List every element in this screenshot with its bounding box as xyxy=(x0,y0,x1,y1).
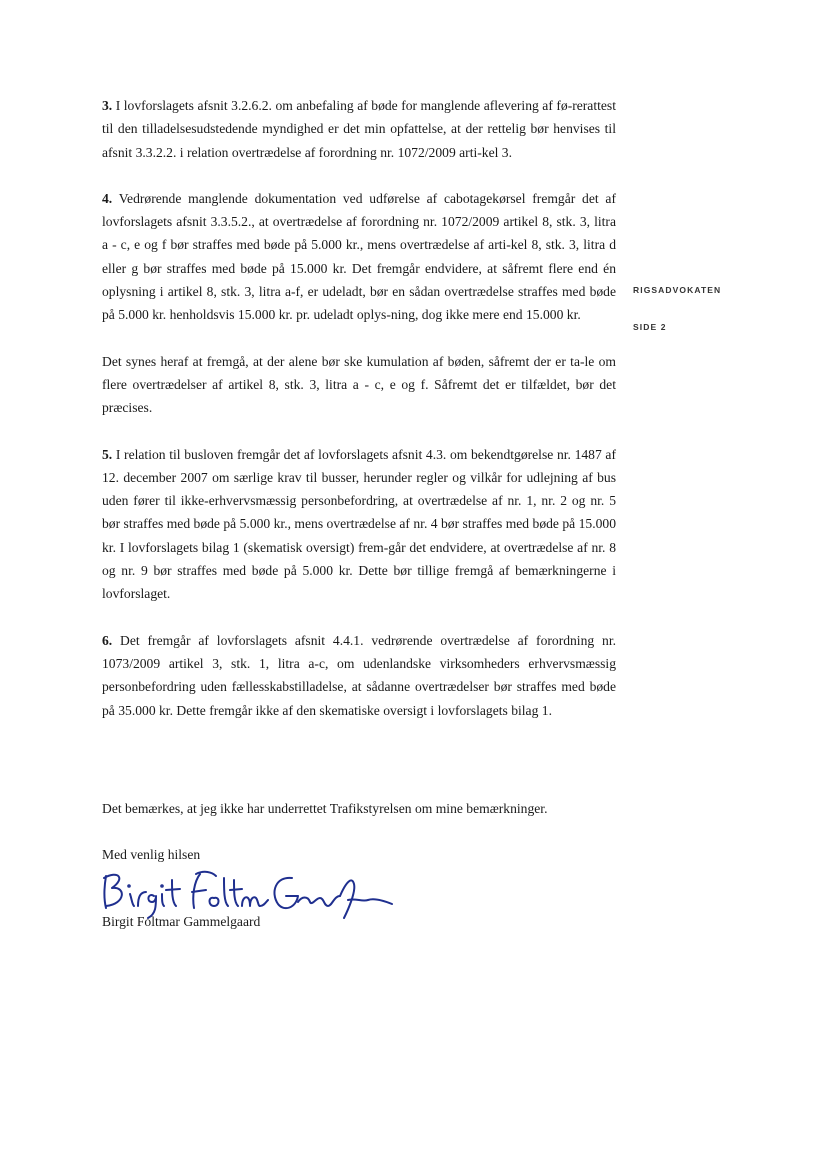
paragraph-5 xyxy=(102,443,616,606)
paragraph-number: 4. xyxy=(102,190,113,206)
paragraph-text: Vedrørende manglende dokumentation ved udførelse af cabotagekørsel fremgår det af lovforslagets afsnit 3.3.5.2., at overtrædelse af forordning nr. 1072/2009 artikel 8, stk. 3, litra a - c, e og f bør straffes med bøde på 5.000 kr., mens overtrædelse af arti-kel 8, stk. 3, litra d eller g bør straffes med bøde på 15.000 kr. Det fremgår endvidere, at såfremt flere end én oplysning i artikel 8, stk. 3, litra a-f, er udeladt, bør en sådan overtrædelse straffes med bøde på 5.000 kr. henholdsvis 15.000 kr. pr. udeladt oplys-ning, dog ikke mere end 15.000 kr. xyxy=(102,190,616,323)
paragraph-4-continuation xyxy=(102,350,616,420)
paragraph-text: I relation til busloven fremgår det af lovforslagets afsnit 4.3. om bekendtgørelse nr. 1487 af 12. december 2007 om særlige krav til busser, herunder regler og vilkår for udlejning af bus uden fører til ikke-erhvervsmæssig personbefordring, at overtrædelse af nr. 1, nr. 2 og nr. 5 bør straffes med bøde på 5.000 kr., mens overtrædelse af nr. 4 bør straffes med bøde på 15.000 kr. I lovforslagets bilag 1 (skematisk oversigt) frem-går det endvidere, at overtrædelse af nr. 8 og nr. 9 bør straffes med bøde på 5.000 kr. Dette bør tillige fremgå af bemærkningerne i lovforslaget. xyxy=(102,446,616,602)
signer-name: Birgit Foltmar Gammelgaard xyxy=(102,914,261,929)
letter-body xyxy=(102,94,616,744)
paragraph-number: 5. xyxy=(102,446,113,462)
paragraph-number: 3. xyxy=(102,98,113,113)
handwritten-signature xyxy=(96,862,396,922)
closing-note: Det bemærkes, at jeg ikke har underrettet Trafikstyrelsen om mine bemærkninger. xyxy=(102,801,548,816)
organization-label: RIGSADVOKATEN xyxy=(633,285,722,295)
paragraph-6 xyxy=(102,629,616,722)
paragraph-number: 6. xyxy=(102,632,113,648)
paragraph-text: Det fremgår af lovforslagets afsnit 4.4.1. vedrørende overtrædelse af forordning nr. 1073/2009 artikel 3, stk. 1, litra a-c, om udenlandske virksomheders erhvervsmæssig personbefordring uden fællesskabstilladelse, at sådanne overtrædelser bør straffes med bøde på 35.000 kr. Dette fremgår ikke af den skematiske oversigt i lovforslagets bilag 1. xyxy=(102,632,616,718)
page-number-label: SIDE 2 xyxy=(633,322,667,332)
paragraph-text: Det synes heraf at fremgå, at der alene bør ske kumulation af bøden, såfremt der er ta-le om flere overtrædelser af artikel 8, stk. 3, litra a - c, e og f. Såfremt det er tilfældet, bør det præcises. xyxy=(102,353,616,416)
paragraph-4 xyxy=(102,187,616,327)
closing-greeting: Med venlig hilsen xyxy=(102,847,201,862)
paragraph-text: I lovforslagets afsnit 3.2.6.2. om anbefaling af bøde for manglende aflevering af fø-rerattest til den tilladelsesudstedende myndighed er det min opfattelse, at der rettelig bør henvises til afsnit 3.3.2.2. i relation overtrædelse af forordning nr. 1072/2009 arti-kel 3. xyxy=(102,98,616,160)
paragraph-3 xyxy=(102,94,616,164)
